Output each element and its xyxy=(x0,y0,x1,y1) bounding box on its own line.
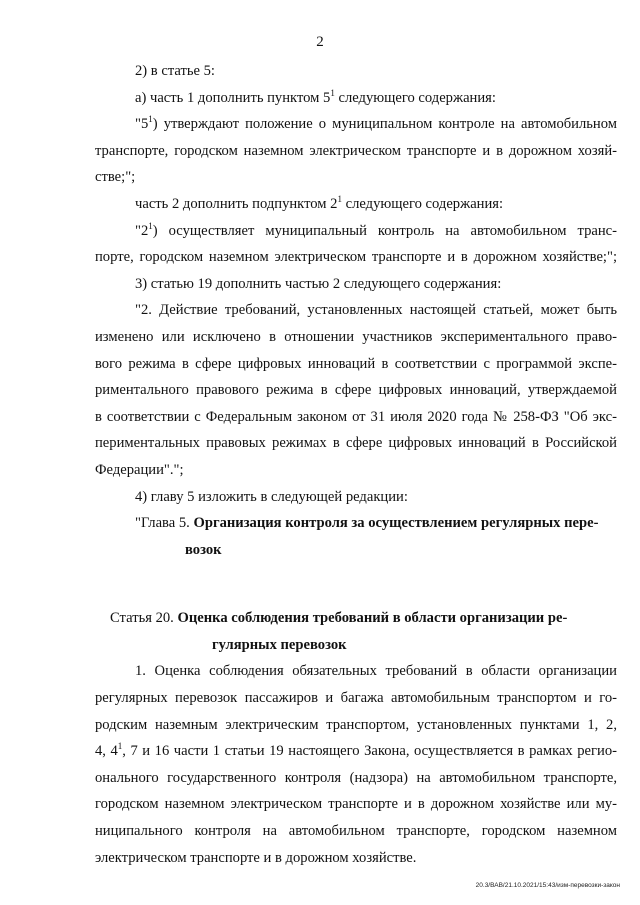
text-line: в соответствии с Федеральным законом от 31 июля 2020 года № 258-ФЗ "Об экс- xyxy=(95,408,617,425)
superscript: 1 xyxy=(117,741,123,752)
footer-code: 20.3/ВАВ/21.10.2021/15:43/изм-перевозки-закон xyxy=(475,882,620,889)
document-body xyxy=(95,58,617,871)
text-line: а) часть 1 дополнить пунктом $5^1$ следующего содержания: xyxy=(135,87,496,106)
text-line: стве;"; xyxy=(95,169,136,186)
text-line: Федерации"."; xyxy=(95,461,184,478)
text-line: изменено или исключено в отношении участников экспериментального право- xyxy=(95,328,617,345)
superscript: 1 xyxy=(330,87,335,98)
text-line: 3) статью 19 дополнить частью 2 следующего содержания: xyxy=(135,275,502,292)
chapter-heading-cont: возок xyxy=(185,541,222,558)
text-line: часть 2 дополнить подпунктом $2^1$ следующего содержания: xyxy=(135,193,504,212)
text-line: вого режима в сфере цифровых инноваций в соответствии с программой экспе- xyxy=(95,355,617,372)
superscript: 1 xyxy=(337,193,342,204)
superscript: 1 xyxy=(148,220,153,231)
text-line: "$2^1$) осуществляет муниципальный контроль на автомобильном транс- xyxy=(135,220,617,239)
text-line: риментального правового режима в сфере цифровых инноваций, утверждаемой xyxy=(95,382,617,399)
text-line: городском наземном электрическом транспорте и в дорожном хозяйстве или му- xyxy=(95,796,617,813)
text-line: "$5^1$) утверждают положение о муниципальном контроле на автомобильном xyxy=(135,114,617,133)
superscript: 1 xyxy=(148,114,153,125)
text-line: "2. Действие требований, установленных настоящей статьей, может быть xyxy=(135,302,617,319)
text-line: родским наземным электрическим транспортом, установленных пунктами 1, 2, xyxy=(95,716,617,733)
text-line: электрическом транспорте и в дорожном хозяйстве. xyxy=(95,849,417,866)
text-line: регулярных перевозок пассажиров и багажа автомобильным транспортом и го- xyxy=(95,690,617,707)
text-line: онального государственного контроля (надзора) на автомобильном транспорте, xyxy=(95,769,617,786)
text-line: ниципального контроля на автомобильном транспорте, городском наземном xyxy=(95,823,617,840)
text-line: 2) в статье 5: xyxy=(135,63,215,79)
page-number: 2 xyxy=(316,34,324,50)
text-line: транспорте, городском наземном электрическом транспорте и в дорожном хозяй- xyxy=(95,142,617,159)
article-heading: Статья 20. Оценка соблюдения требований в области организации ре- xyxy=(110,610,568,627)
article-heading-cont: гулярных перевозок xyxy=(212,636,347,653)
text-line: 4, $4^1$, 7 и 16 части 1 статьи 19 настоящего Закона, осуществляется в рамках регио- xyxy=(95,741,617,760)
text-line: 1. Оценка соблюдения обязательных требований в области организации xyxy=(135,663,617,680)
text-line: периментальных правовых режимах в сфере цифровых инноваций в Российской xyxy=(95,435,617,452)
text-line: 4) главу 5 изложить в следующей редакции: xyxy=(135,488,408,505)
spacer xyxy=(95,563,617,605)
chapter-heading: "Глава 5. Организация контроля за осуществлением регулярных пере- xyxy=(135,515,599,532)
text-line: порте, городском наземном электрическом транспорте и в дорожном хозяйстве;"; xyxy=(95,249,617,266)
